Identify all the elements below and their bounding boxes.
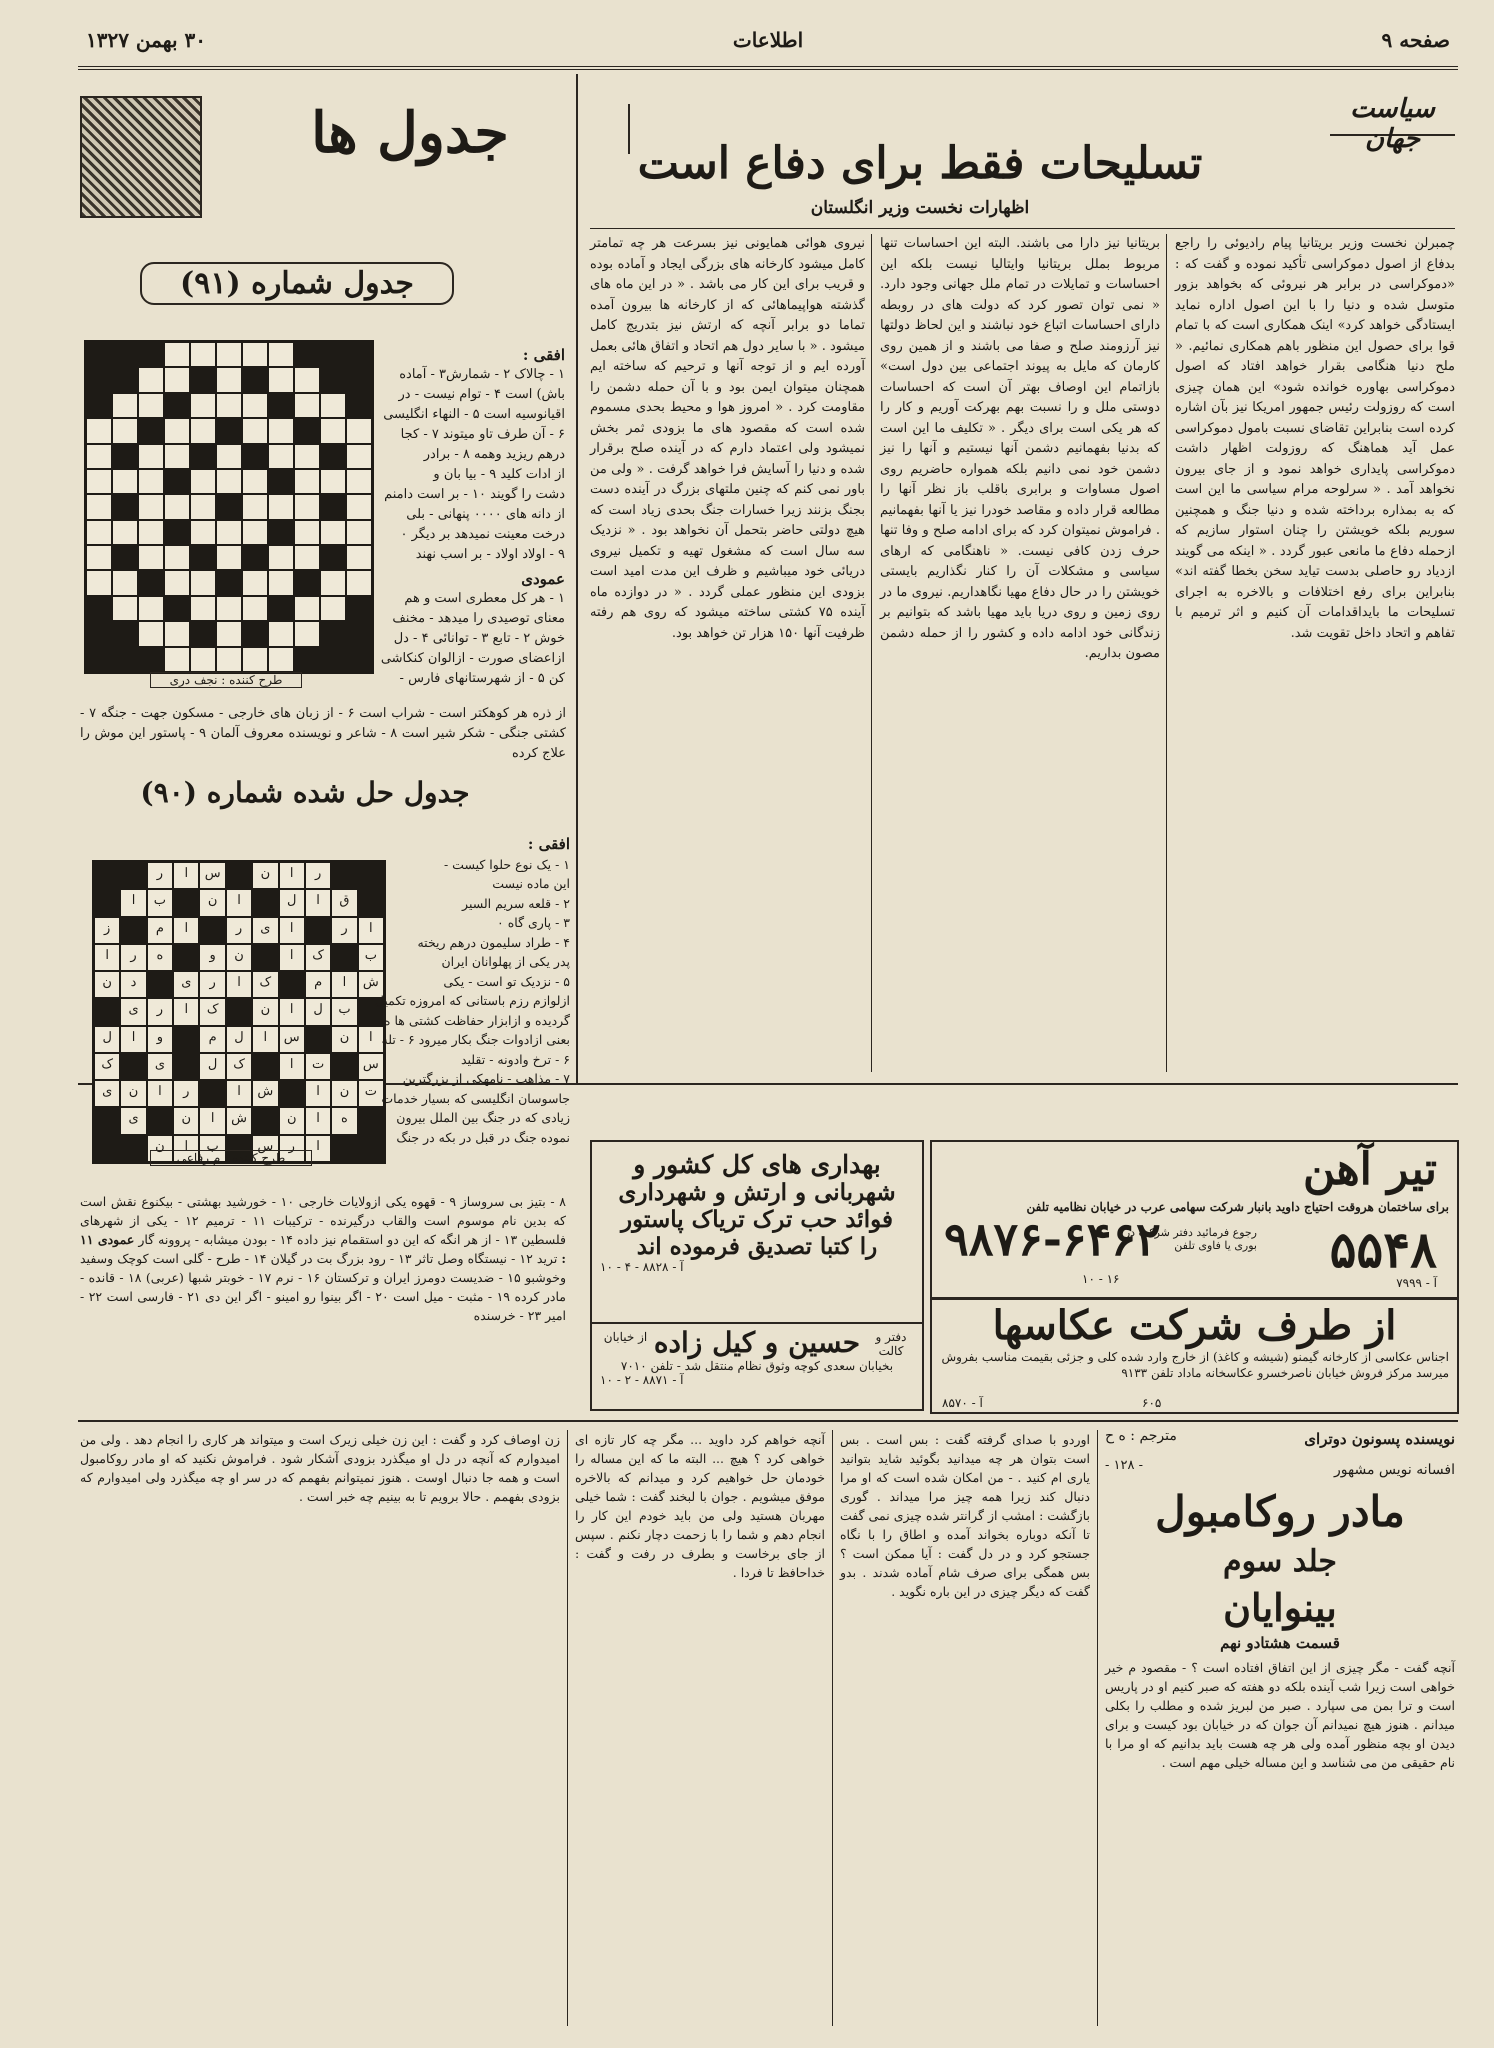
headline-rule — [590, 228, 1455, 229]
serial-label: افسانه نویس مشهور — [1334, 1462, 1455, 1478]
article-column: چمبرلن نخست وزیر بریتانیا پیام رادیوئی را راجع بدفاع از اصول دموکراسی تأکید نموده و گفت که : «دموکراسی در برابر هر نیروئی که بخواهد بزور متوسل شده و دنیا را با این اصول اداره نماید ایستادگی خواهد کرد» اینک همکاری است که با تمام قوا برای حصول این منظور باهم همکاری نمائیم. « ملح دنیا هنگامی بقرار خواهد افتاد که اصول دموکراسی بهاوره خوانده شود» این همان چیزی است که روزولت رئیس جمهور امریکا نیز بآن اشاره کرده است بنابراین تقاضای نسبت بامول دموکراسی عمل آید هماهنگ که روزولت اظهار داشت دموکراسی پایداری خواهد نمود و از جای بیرون نخواهد آمد . « سرلوحه مرام سیاسی ما این است که به بمذاره برداخته شده و دنیا جنگ و همچنین سوریم بلکه خویشتن را چنان استوار سازیم که ازحمله دفاع ما مانعی عبور گردد . « اینکه می گویند ازدیاد رو حاصلی بدست تیاید سخن بخطا گفته اند» بنابراین برای رفع اختلافات و بالاخره به اجرای تسلیحات ما بایداقدامات آن کنیم و اثر ترمیم با تفاهم و اتحاد داخل تقویت شد. — [1175, 236, 1455, 641]
ad-title: حسین و کیل زاده — [653, 1326, 861, 1359]
article-column: نیروی هوائی همایونی نیز بسرعت هر چه تمامتر کامل میشود کارخانه های بزرگی ایجاد و آماده بوده و قریب برای این کار می باشد . « در این ماه های گذشته هواپیماهائی که از کارخانه ها بیرون آمده تماما دو برابر آنچه که ارتش نیز بتدریج کامل میشود . « با سایر دول هم اتحاد و اتفاق هائی بعمل آورده ایم و از توجه آنها و ترحیم که ساخته ایم همچنان میتوان ایمن بود و با آن حمله دشمن را مقاومت کرد . « امروز هوا و محیط بحدی مسموم شده است که مقصود های ما بزودی ثمر بخش نمیشود ولی اعتماد دارم که در آینده صلح برقرار شده و دنیا را آسایش فرا خواهد گرفت . « ولی من باور نمی کنم که چنین ملتهای بزرگ در آینده دست بجنگ بزنند زیرا خسارات جنگ بحدی زیاد است که هیچ دولتی حاضر بتحمل آن نخواهد بود . « نزدیک سه سال است که مشغول تهیه و تکمیل نیروی دریائی خود میباشیم و ظرف این مدت امید است بزودی این منظور عملی گردد . « در دوازده ماه آینده ۷۵ کشتی ساخته میشود که روی هم رفته ظرفیت آنها ۱۵۰ هزار تن خواهد بود. — [590, 236, 865, 641]
clue: بهشتی - بیکنوع نقش است که بدین نام موسوم است والقاب درگیرنده - ترکیبات ۱۱ - ترمیم ۱۲ - یکی از شهرهای فلسطین ۱۳ - از هر انگه که این دو استقمام نیز داده ۱۴ - بودن میشابه - پروونه گار — [80, 1194, 567, 1247]
decorative-illustration — [80, 96, 202, 218]
ad-title: از طرف شرکت عکاسها — [992, 1302, 1397, 1349]
clue: ۳ - پاری گاه ۰ — [497, 915, 570, 930]
serial-translator: مترجم : ه ح — [1105, 1428, 1177, 1444]
solved-puzzle-title: جدول حل شده شماره (۹۰) — [140, 776, 470, 809]
across-label: افقی : — [522, 346, 565, 364]
designer-credit: طرح کننده : نجف دری — [150, 672, 302, 688]
phone-number: ۹۸۷۶-۶۴۶۲ — [944, 1212, 1161, 1266]
clue: از دانه های ۰۰۰۰ پنهانی - بلی — [406, 507, 565, 522]
ad-line: فوائد حب ترک تریاک پاستور — [621, 1206, 893, 1233]
down-clues-tail: از ذره هر کوهکتر است - شراب است ۶ - از زبان های خارجی - مسکون جهت - جنگه ۷ - کشتی جنگی - شکر شیر است ۸ - شاعر و نویسنده معروف آلمان ۹ - پاستور این موش را علاج کرده — [80, 706, 566, 761]
clue: ۱ - چالاک ۲ - شمارش۳ - آماده — [399, 367, 565, 382]
solved-clues-tail — [80, 1192, 566, 1325]
ad-code: آ - ۸۸۷۱ - ۲ - ۱۰ — [600, 1373, 684, 1387]
clue: درهم ریزید وهمه ۸ - برادر — [423, 447, 565, 462]
headline: تسلیحات فقط برای دفاع است — [637, 138, 1203, 189]
clue: معنای توصیدی را میدهد - مخنف — [392, 611, 565, 626]
serial-column: زن اوصاف کرد و گفت : این زن خیلی زیرک است و میتواند هر کاری را انجام دهد . ولی من امیدوارم که آنچه در دل او میگذرد بزودی آشکار شود . فراموش نکنید که او مادر روکامبول است و همه جا دنبال اوست . هنوز نمیتوانم بفهمم که در سر او چه میگذرد ولی امیدوارم که بزودی بفهمم . حالا برویم تا به بینیم چه خبر است . — [80, 1432, 560, 1504]
serial-column: آنچه گفت - مگر چیزی از این اتفاق افتاده است ؟ - مقصود م خیر خواهی است زیرا شب آینده بلکه دو هفته که صبر کنیم او در پاریس است و ترا بمن می سپارد . صبر من لبریز شده و مطلب را بکلی میدانم . هنوز هیچ نمیدانم آن جوان که در خیابان بود کیست و برای دیدن او بچه منظور آمده ولی هر چه هست باید بدانیم که او مرا با نام حقیقی من می شناسد و این مساله خیلی مهم است . — [1105, 1660, 1455, 1770]
health-ad — [590, 1140, 924, 1324]
ad-text: رجوع فرمائید دفتر شرکت در بوری یا فاوی تلفن — [1124, 1226, 1257, 1252]
puzzle-title: جدول شماره (۹۱) — [140, 262, 454, 305]
crossword-section-title: جدول ها — [311, 100, 509, 166]
ad-title: بهداری های کل کشور و — [633, 1150, 881, 1179]
article-column: بریتانیا نیز دارا می باشند. البته این احساسات تنها مربوط بملل بریتانیا وایتالیا نیست بلکه این احساسات و تمایلات در تمام ملل جهانی وجود دارد. « نمی توان تصور کرد که دولت های در روبطه دارای احساسات اتباع خود نباشند و این لحاظ دولتها نیز آرزومند صلح و صفا می باشند و از همین روی کارمان که مایل به پیوند اجتماعی بین دول است» بازاتمام این اوصاف بهتر آن است که احساسات دوستی ملل و را نسبت بهم بهرکت آوریم و کار را که هر یکی است برای دیگر . « تکلیف ما این است که بدنیا بفهمانیم دشمن آنها نیستیم و آنها را نیز دشمن خود نمی دانیم بلکه همواره حاضریم روی اصول مساوات و برابری باقلب باز نظر آنها را مطالعه قرار داده و مقاصد خودرا نیز یا آنها بفهمانیم . فراموش نمیتوان کرد که برای ادامه صلح و وفا تنها حرف زدن کافی نیست. « ناهنگامی که ارهای سیاسی و مشکلات آن را کنار نگذاریم بایستی خویشتن را در حال دفاع مهیا نگاهداریم. نیروی ما در روی زمین و روی دریا باید مهیا باشد که بتوانیم بر زندگانی خود ادامه داده و کشور را از حمله دشمن مصون بداریم. — [880, 236, 1160, 661]
solved-across-label: افقی : — [527, 835, 570, 853]
ad-code: آ - ۷۹۹۹ — [1396, 1276, 1437, 1290]
subheadline: اظهارات نخست وزیر انگلستان — [810, 198, 1030, 218]
iron-beam-ad — [930, 1140, 1459, 1299]
clue: ازلوازم رزم باستانی که امروزه تکمیل — [374, 993, 570, 1008]
column-rule — [1097, 1430, 1098, 2026]
clue: نموده جنگ در قبل در بکه در جنگ — [396, 1129, 570, 1145]
issue-date: ۳۰ بهمن ۱۳۲۷ — [86, 28, 206, 52]
column-rule — [1166, 234, 1167, 1072]
serial-author: نویسنده پسونون دوترای — [1304, 1430, 1455, 1448]
serial-column: آنچه خواهم کرد داوید ... مگر چه کار تازه ای خواهی کرد ؟ هیچ ... البته ما که این مساله را خودمان حل خواهیم کرد و میدانم که بالاخره موفق میشویم . جوان با لبخند گفت : شما خیلی مهربان هستید ولی من باید خودم این کار را انجام دهم و شما را با زحمت دچار نکنم . سپس از جای برخاست و بطرف در رفت و گفت : خداحافظ تا فردا . — [575, 1432, 825, 1580]
lawyer-ad — [590, 1322, 924, 1411]
solved-down-label: عمودی ۱۱ : — [80, 1232, 566, 1266]
across-clues — [380, 345, 565, 689]
down-label: عمودی — [521, 570, 565, 588]
column-rule — [871, 234, 872, 1072]
clue: ۱ - یک نوع حلوا کیست - — [443, 856, 570, 872]
clue: ۸ - بتیز بی سروساز ۹ - قهوه یکی ازولایات خارجی ۱۰ - خورشید — [226, 1194, 566, 1209]
section-divider — [78, 1420, 1458, 1422]
clue: باش) است ۴ - توام نیست - در — [398, 387, 565, 402]
ad-label: دفتر و کالت — [875, 1330, 907, 1358]
photo-company-ad — [930, 1298, 1459, 1414]
newspaper-name: اطلاعات — [732, 28, 804, 52]
ad-code: ۶۰۵ — [1142, 1396, 1162, 1410]
solved-across-clues — [374, 835, 570, 1147]
solved-designer-credit: طرح کننده : م رفاعی — [150, 1150, 312, 1166]
clue: ۶ - ترخ وادونه - تقلید — [460, 1051, 570, 1067]
serial-column: اوردو با صدای گرفته گفت : بس است . بس است بتوان هر چه میدانید بگوئید شاید بتوانید یاری ام کنید . - من امکان شده است که او مرا دنبال کند زیرا همه چیز مرا میداند . گوری بازگشت : امشب از گرانتر شده چیزی نمی گفت تا آنکه دوباره بخواند آمده و اطاق را با نگاه جستجو کرد و در دل گفت : آیا ممکن است ؟ بس همگی برای صرف شام آماده شدند . بدو گفت که دیگر چیزی در این باره نگوید . — [840, 1432, 1090, 1599]
clue: بعنی ازادوات جنگ بکار میرود ۶ - تله — [381, 1032, 570, 1047]
clue: ازاعضای صورت - ازالوان کنکاشی — [380, 651, 565, 666]
clue: ۴ - طراد سلیمون درهم ریخته — [417, 934, 570, 950]
clue: جاسوسان انگلیسی که بسیار خدمات — [381, 1090, 570, 1106]
ad-text: اجناس عکاسی از کارخانه گیمنو (شیشه و کاغذ) از خارج وارد شده کلی و جزئی بقیمت مناسب بفروش میرسد مرکز فروش خیابان ناصرخسرو عکاسخانه ماداد تلفن ۹۱۳۳ — [941, 1350, 1449, 1380]
clue: پدر یکی از پهلوانان ایران — [441, 954, 570, 969]
serial-header — [1105, 1430, 1455, 2026]
ad-text: بخیابان سعدی کوچه وثوق نظام منتقل شد - تلفن ۷۰۱۰ — [620, 1359, 894, 1373]
clue: این ماده نیست — [492, 876, 570, 891]
clue: ۲ - قلعه سریم السیر — [462, 895, 570, 911]
clue: اقیانوسیه است ۵ - النهاء انگلیسی — [383, 407, 565, 422]
clue: ۱ - هر کل معطری است و هم — [404, 591, 565, 606]
ad-text: برای ساختمان هروقت احتیاج داوید بانبار شرکت سهامی عرب در خیابان نظامیه تلفن — [1026, 1200, 1449, 1214]
clue: ۵ - نزدیک تو است - یکی — [443, 973, 570, 989]
clue: ۹ - اولاد اولاد - بر اسب نهند — [415, 547, 565, 562]
section-label: سیاست جهان — [1330, 94, 1455, 136]
clue: خوش ۲ - تابع ۳ - توانائی ۴ - دل — [393, 631, 565, 646]
clue: کن ۵ - از شهرستانهای فارس - — [399, 671, 565, 686]
ad-code: ۱۶ - ۱۰ — [1082, 1272, 1120, 1286]
clue: ۶ - آن طرف تاو میتوند ۷ - کجا — [400, 427, 565, 442]
crossword-grid — [84, 340, 374, 674]
serial-volume: جلد سوم — [1223, 1544, 1337, 1579]
clue: دشت را گویند ۱۰ - بر است دامنم — [384, 487, 565, 502]
clue: ترید ۱۲ - نیستگاه وصل تاثر ۱۳ - رود بزرگ بت در گیلان ۱۴ - طرح - گلی است کوچک وسفید وخوشبو ۱۵ - ضدیست دومرز ایران و ترکستان ۱۶ - نرم ۱۷ - خوبتر شبها (عربی) ۱۸ - قانده - مادر کرده ۱۹ - مثبت - میل است ۲۰ - اگر بینوا رو امینو - اگر این دی ۲۱ - فارسی است ۲۲ - امیر ۲۳ - خرسنده — [80, 1251, 566, 1323]
phone-number: ۵۵۴۸ — [1329, 1220, 1437, 1279]
clue: گردیده و ازابزار حفاظت کشتی ها ه — [383, 1012, 570, 1028]
solved-crossword-grid: ر ا ن س ا ر ق ا ل ا ن ب ا ا ر ا ی ر ا م ز ب ک ا ن و ه ر ا ش ا م ک ا ر ی د ن ب ل ا ن ک ا ر ی ا ن س ا ل م و ا ل س ت ا ک ل ی ک ت ن ا ش ا ر ا ن ی ه ا ن ش ا ن ی ا ر س ب ا ن — [92, 860, 386, 1164]
ad-title: تیر آهن — [1302, 1144, 1437, 1195]
page-header — [78, 20, 1458, 70]
clue: از ادات کلید ۹ - بیا بان و — [433, 467, 565, 482]
ad-line: شهربانی و ارتش و شهرداری — [618, 1179, 896, 1206]
serial-part: قسمت هشتادو نهم — [1220, 1634, 1340, 1652]
ad-line: را کتبا تصدیق فرموده اند — [636, 1233, 878, 1260]
ad-label: از خیابان — [603, 1330, 648, 1344]
clue: زیادی که در جنگ بین الملل بیرون — [396, 1110, 570, 1125]
column-rule — [832, 1430, 833, 2026]
page-number: صفحه ۹ — [1381, 28, 1450, 52]
ad-code: آ - ۸۵۷۰ — [942, 1396, 983, 1410]
ad-code: آ - ۸۸۲۸ - ۴ - ۱۰ — [600, 1260, 684, 1274]
title-divider — [628, 104, 630, 154]
column-divider — [576, 74, 578, 1084]
clue: ۷ - مذاهب - نامهکی از بزرگترین — [402, 1071, 570, 1086]
clue: درخت معینت نمیدهد بر دیگر ۰ — [400, 527, 565, 542]
serial-subtitle: بینوایان — [1223, 1585, 1337, 1630]
serial-title: مادر روکامبول — [1155, 1487, 1405, 1536]
column-rule — [567, 1430, 568, 2026]
serial-number: - ۱۲۸ - — [1105, 1458, 1144, 1473]
